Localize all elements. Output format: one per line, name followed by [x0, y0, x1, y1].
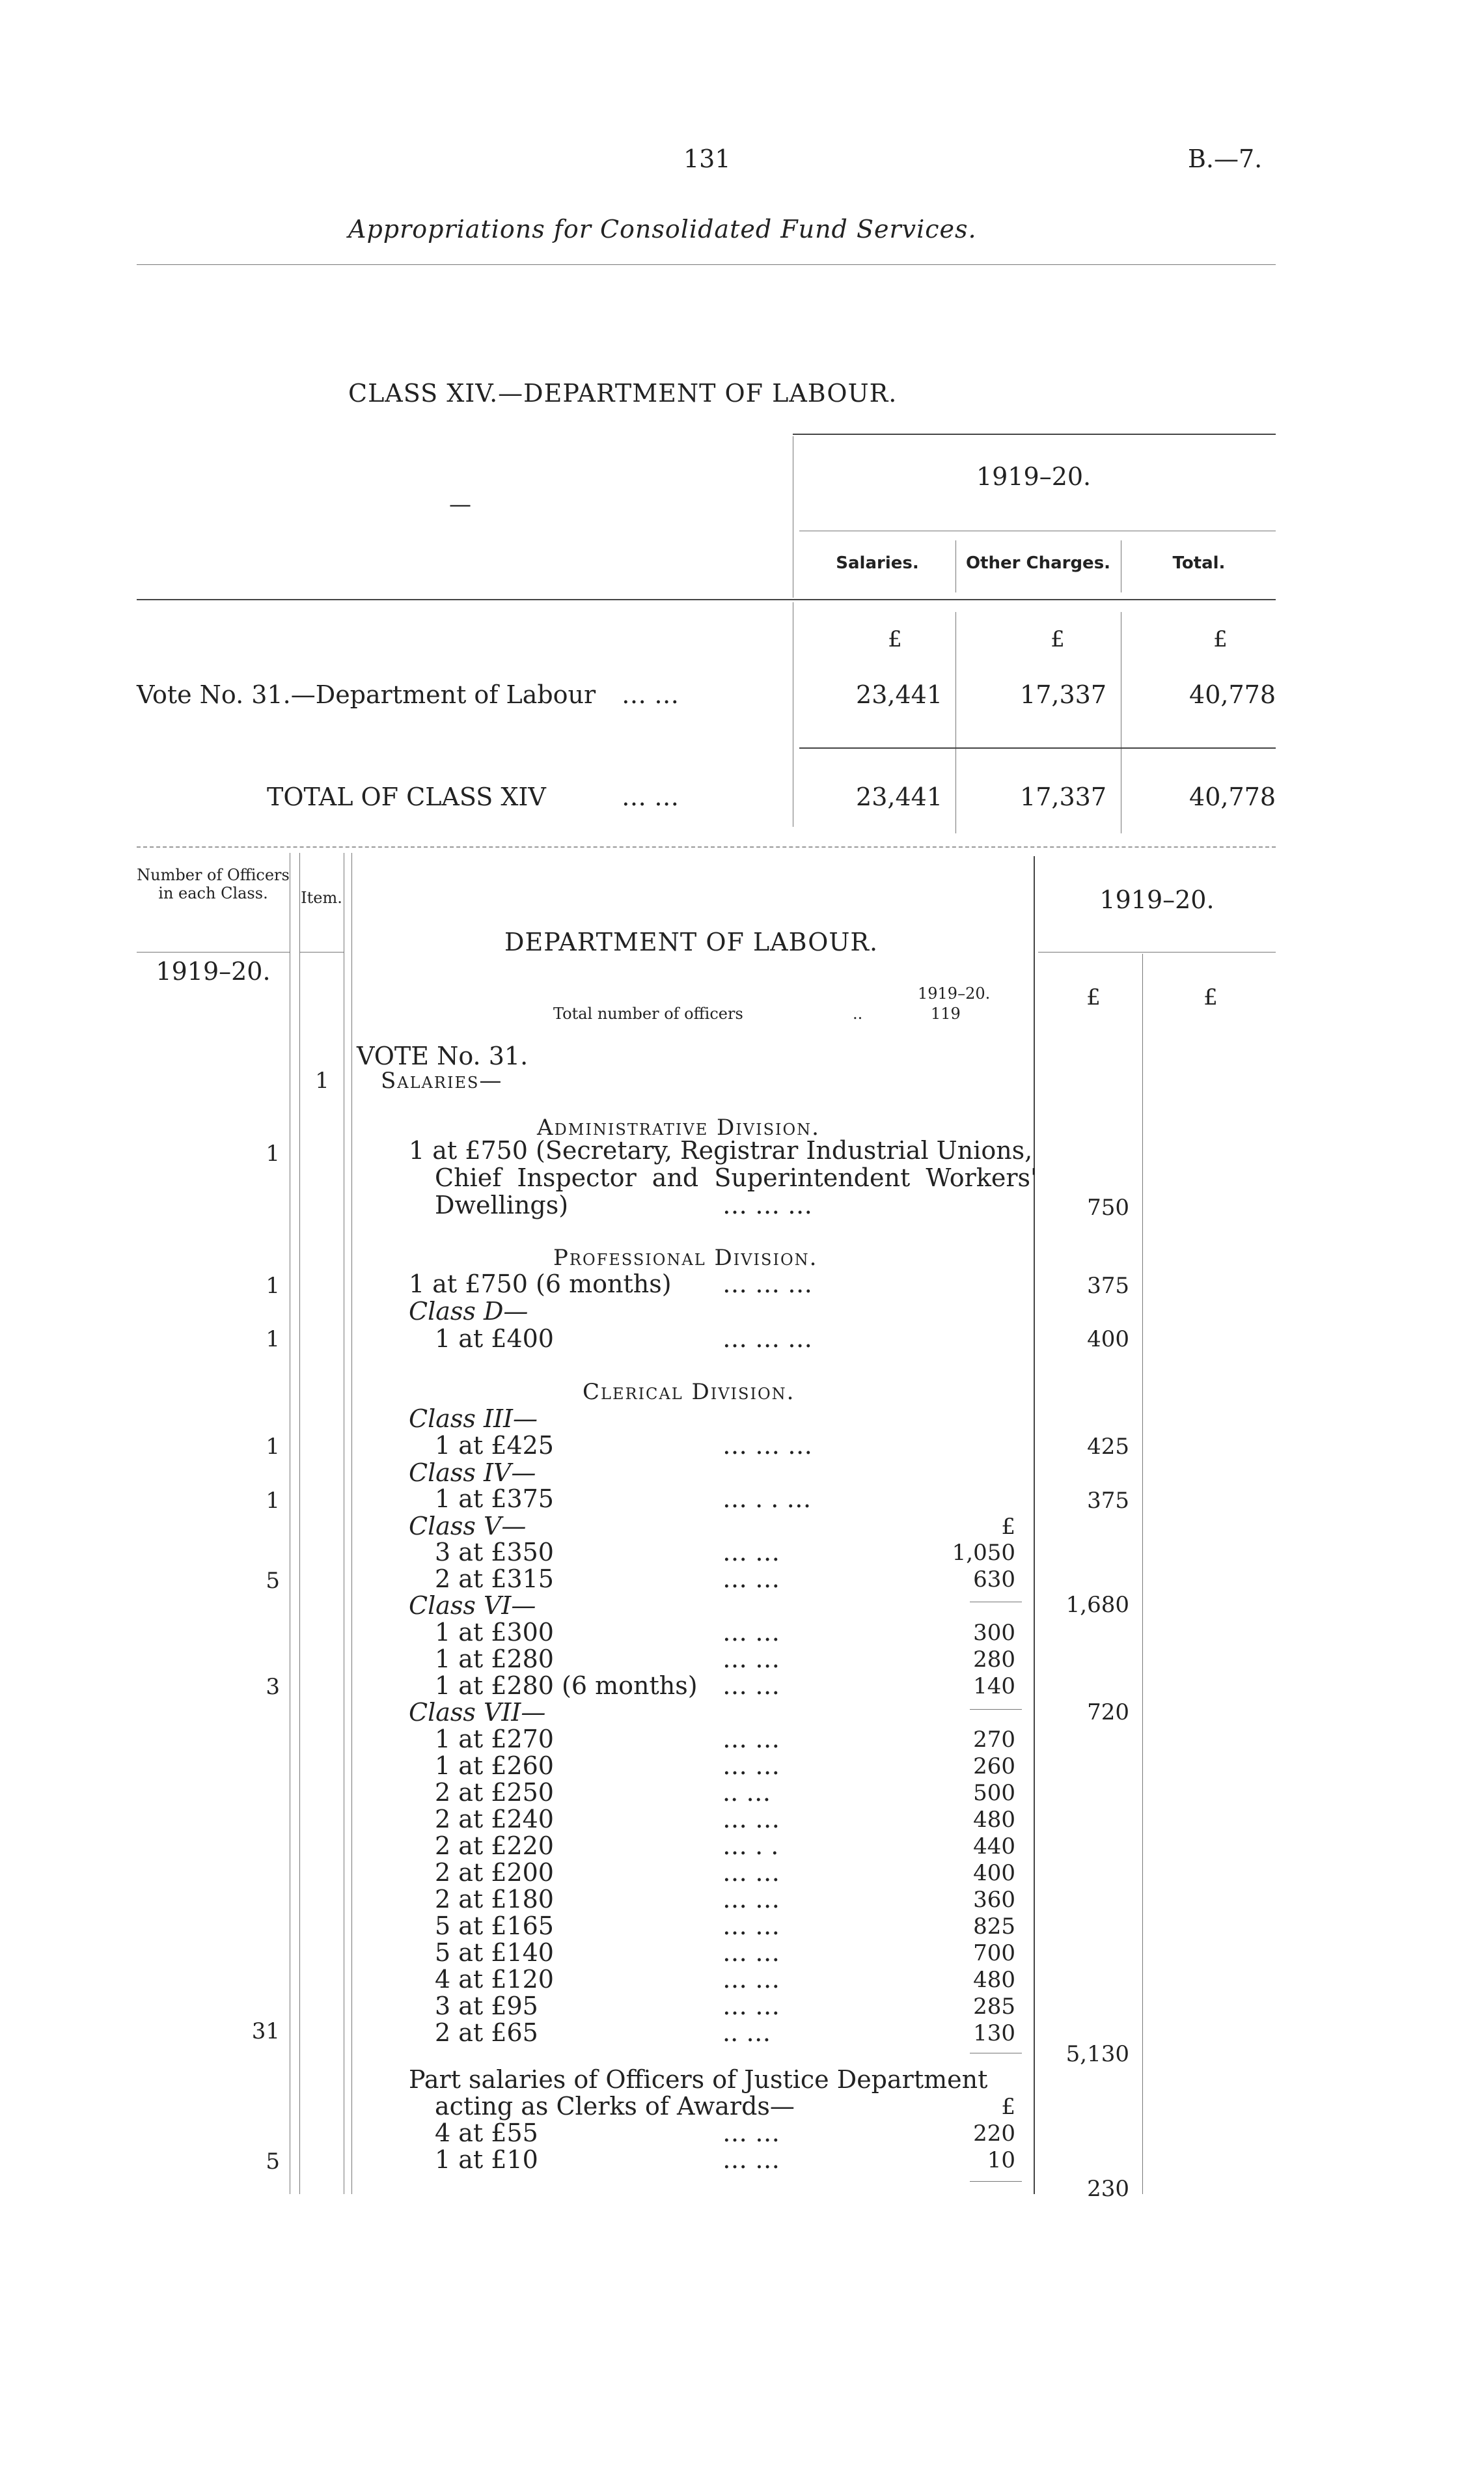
- summary-header-rule: [137, 599, 1276, 600]
- class-vii-label: Class VII—: [409, 1698, 546, 1727]
- class-vi-dots-1: … …: [722, 1618, 780, 1647]
- admin-line-1: 1 at £750 (Secretary, Registrar Industrial Unions,: [409, 1136, 1033, 1165]
- summary-dash: —: [449, 492, 471, 518]
- class-total-salaries: 23,441: [856, 783, 942, 811]
- officers-total-value: 119: [931, 1005, 961, 1023]
- prof-officer-count-2: 1: [266, 1326, 280, 1352]
- class-vii-dots: … . .: [722, 1831, 779, 1860]
- class-vii-value: 700: [973, 1940, 1015, 1966]
- class-vii-dots: … …: [722, 1938, 780, 1967]
- class-vi-label: Class VI—: [409, 1591, 536, 1620]
- class-v-pound: £: [1001, 1514, 1015, 1540]
- vote-other: 17,337: [1020, 680, 1106, 709]
- vote-total: 40,778: [1189, 680, 1276, 709]
- item-header-rule: [299, 952, 344, 953]
- officers-year: 1919–20.: [156, 957, 271, 986]
- prof-line-1: 1 at £750 (6 months): [409, 1270, 672, 1298]
- prof-line-2: 1 at £400: [435, 1324, 554, 1353]
- class-iii-dots: … … …: [722, 1431, 813, 1460]
- salaries-heading: Salaries—: [381, 1068, 503, 1094]
- pound-total: £: [1213, 626, 1228, 652]
- class-vii-value: 285: [973, 1994, 1015, 2020]
- part-salaries-line-3: 4 at £55: [435, 2119, 538, 2147]
- class-vi-count: 3: [266, 1674, 280, 1700]
- class-vii-dots: … …: [722, 1992, 780, 2020]
- summary-top-rule: [793, 434, 1276, 435]
- class-iv-line: 1 at £375: [435, 1484, 554, 1513]
- class-vii-line: 1 at £260: [435, 1751, 554, 1780]
- class-vii-line: 2 at £180: [435, 1885, 554, 1913]
- officers-header-rule: [137, 952, 290, 953]
- class-iii-count: 1: [266, 1434, 280, 1460]
- part-salaries-dots-3: … …: [722, 2119, 780, 2147]
- class-total-label: TOTAL OF CLASS XIV: [267, 783, 546, 811]
- class-vii-line: 2 at £250: [435, 1778, 554, 1807]
- class-vi-dots-2: … …: [722, 1645, 780, 1673]
- part-salaries-dots-4: … …: [722, 2145, 780, 2174]
- item-column-rule-inner: [351, 853, 352, 2194]
- class-vii-value: 360: [973, 1887, 1015, 1913]
- page-subtitle: Appropriations for Consolidated Fund Services.: [348, 215, 977, 243]
- class-v-value-1: 1,050: [952, 1540, 1015, 1566]
- class-v-dots-1: … …: [722, 1538, 780, 1566]
- prof-total-2: 400: [1087, 1326, 1129, 1352]
- class-iv-dots: … . . …: [722, 1484, 812, 1513]
- class-v-total: 1,680: [1065, 1592, 1129, 1618]
- class-iii-label: Class III—: [409, 1404, 538, 1433]
- class-iv-total: 375: [1087, 1488, 1129, 1514]
- class-v-dots-2: … …: [722, 1565, 780, 1593]
- prof-dots-1: … … …: [722, 1270, 813, 1298]
- officers-total-label: Total number of officers: [553, 1005, 743, 1023]
- class-vi-line-3: 1 at £280 (6 months): [435, 1671, 698, 1700]
- class-vii-dots: … …: [722, 1858, 780, 1887]
- page-reference: B.—7.: [1188, 145, 1263, 173]
- class-vii-dots: .. …: [722, 1778, 771, 1807]
- clerical-division-heading: Clerical Division.: [583, 1379, 795, 1405]
- administrative-division-heading: Administrative Division.: [537, 1115, 820, 1141]
- class-vii-line: 2 at £65: [435, 2018, 538, 2047]
- amount-year: 1919–20.: [1099, 885, 1215, 914]
- officers-total-dots: ..: [853, 1005, 863, 1023]
- class-vii-value: 825: [973, 1913, 1015, 1940]
- class-vii-dots: … …: [722, 1751, 780, 1780]
- summary-col-rule-1: [955, 540, 956, 592]
- class-vi-dots-3: … …: [722, 1671, 780, 1700]
- class-vi-value-1: 300: [973, 1620, 1015, 1646]
- part-salaries-count: 5: [266, 2149, 280, 2175]
- admin-line-2: Chief Inspector and Superintendent Workers': [435, 1163, 1037, 1192]
- officers-column-header: Number of Officers in each Class.: [137, 866, 290, 902]
- class-title: CLASS XIV.—DEPARTMENT OF LABOUR.: [348, 379, 898, 408]
- part-salaries-rule: [970, 2181, 1022, 2182]
- item-number: 1: [315, 1068, 329, 1094]
- class-vii-line: 2 at £240: [435, 1805, 554, 1833]
- amount-split-rule: [1142, 954, 1143, 2194]
- class-vii-value: 260: [973, 1753, 1015, 1779]
- officers-column-rule-inner: [299, 853, 300, 2194]
- class-vi-value-2: 280: [973, 1647, 1015, 1673]
- class-total-total: 40,778: [1189, 783, 1276, 811]
- class-vii-value: 500: [973, 1780, 1015, 1806]
- part-salaries-line-2: acting as Clerks of Awards—: [435, 2092, 795, 2121]
- admin-dots: … … …: [722, 1191, 813, 1219]
- pound-other: £: [1051, 626, 1065, 652]
- summary-body-rule-1: [955, 612, 956, 833]
- class-vii-count: 31: [251, 2018, 280, 2044]
- part-salaries-line-1: Part salaries of Officers of Justice Department: [409, 2065, 988, 2094]
- class-iii-line: 1 at £425: [435, 1431, 554, 1460]
- prof-dots-2: … … …: [722, 1324, 813, 1353]
- class-vii-value: 440: [973, 1833, 1015, 1859]
- class-vii-dots: … …: [722, 1885, 780, 1913]
- admin-line-3: Dwellings): [435, 1191, 569, 1219]
- class-v-value-2: 630: [973, 1566, 1015, 1593]
- amount-column-rule: [1034, 856, 1035, 2194]
- class-v-line-1: 3 at £350: [435, 1538, 554, 1566]
- prof-total-1: 375: [1087, 1273, 1129, 1299]
- prof-officer-count-1: 1: [266, 1273, 280, 1299]
- class-vii-line: 3 at £95: [435, 1992, 538, 2020]
- class-iv-count: 1: [266, 1488, 280, 1514]
- page-number: 131: [683, 145, 731, 173]
- part-salaries-value-4: 10: [987, 2147, 1015, 2173]
- summary-year: 1919–20.: [976, 462, 1092, 491]
- class-vii-line: 1 at £270: [435, 1725, 554, 1753]
- class-vii-dots: … …: [722, 1912, 780, 1940]
- class-v-label: Class V—: [409, 1512, 527, 1540]
- class-vi-line-1: 1 at £300: [435, 1618, 554, 1647]
- class-total-other: 17,337: [1020, 783, 1106, 811]
- amount-pound-a: £: [1086, 984, 1101, 1010]
- class-vii-value: 400: [973, 1860, 1015, 1886]
- col-salaries-header: Salaries.: [836, 553, 919, 573]
- class-vii-line: 5 at £140: [435, 1938, 554, 1967]
- part-salaries-line-4: 1 at £10: [435, 2145, 538, 2174]
- admin-total: 750: [1087, 1195, 1129, 1221]
- amount-header-rule: [1038, 952, 1276, 953]
- pound-salaries: £: [888, 626, 902, 652]
- class-vi-line-2: 1 at £280: [435, 1645, 554, 1673]
- class-vi-value-3: 140: [973, 1673, 1015, 1699]
- class-vii-line: 5 at £165: [435, 1912, 554, 1940]
- class-vii-line: 2 at £220: [435, 1831, 554, 1860]
- col-other-header: Other Charges.: [965, 553, 1111, 573]
- col-total-header: Total.: [1172, 553, 1226, 573]
- vote-number: VOTE No. 31.: [357, 1042, 529, 1070]
- class-vi-total: 720: [1087, 1699, 1129, 1725]
- class-v-count: 5: [266, 1568, 280, 1594]
- class-total-dots: … …: [622, 783, 680, 811]
- class-iv-label: Class IV—: [409, 1458, 536, 1487]
- class-v-line-2: 2 at £315: [435, 1565, 554, 1593]
- amount-pound-b: £: [1203, 984, 1218, 1010]
- officers-total-year: 1919–20.: [918, 984, 991, 1003]
- detail-top-rule: [137, 846, 1276, 848]
- part-salaries-total: 230: [1087, 2176, 1129, 2202]
- header-rule: [137, 264, 1276, 265]
- vote-salaries: 23,441: [856, 680, 942, 709]
- class-vi-rule: [970, 1709, 1022, 1710]
- class-vii-dots: … …: [722, 1725, 780, 1753]
- class-vii-value: 270: [973, 1727, 1015, 1753]
- class-vii-value: 130: [973, 2020, 1015, 2046]
- vote-label: Vote No. 31.—Department of Labour: [137, 680, 596, 709]
- professional-division-heading: Professional Division.: [553, 1245, 818, 1271]
- class-vii-dots: .. …: [722, 2018, 771, 2047]
- class-vii-value: 480: [973, 1807, 1015, 1833]
- class-vii-dots: … …: [722, 1965, 780, 1994]
- department-title: DEPARTMENT OF LABOUR.: [504, 928, 879, 956]
- vote-dots: … …: [622, 680, 680, 709]
- part-salaries-value-3: 220: [973, 2121, 1015, 2147]
- class-vii-dots: … …: [722, 1805, 780, 1833]
- admin-officer-count: 1: [266, 1141, 280, 1167]
- item-column-header: Item.: [301, 889, 342, 907]
- part-salaries-pound: £: [1001, 2094, 1015, 2120]
- class-vii-value: 480: [973, 1967, 1015, 1993]
- class-vii-line: 4 at £120: [435, 1965, 554, 1994]
- class-vii-total: 5,130: [1065, 2041, 1129, 2067]
- summary-subtotal-rule: [799, 747, 1276, 749]
- class-iii-total: 425: [1087, 1434, 1129, 1460]
- class-vii-line: 2 at £200: [435, 1858, 554, 1887]
- prof-class-d-label: Class D—: [409, 1297, 529, 1326]
